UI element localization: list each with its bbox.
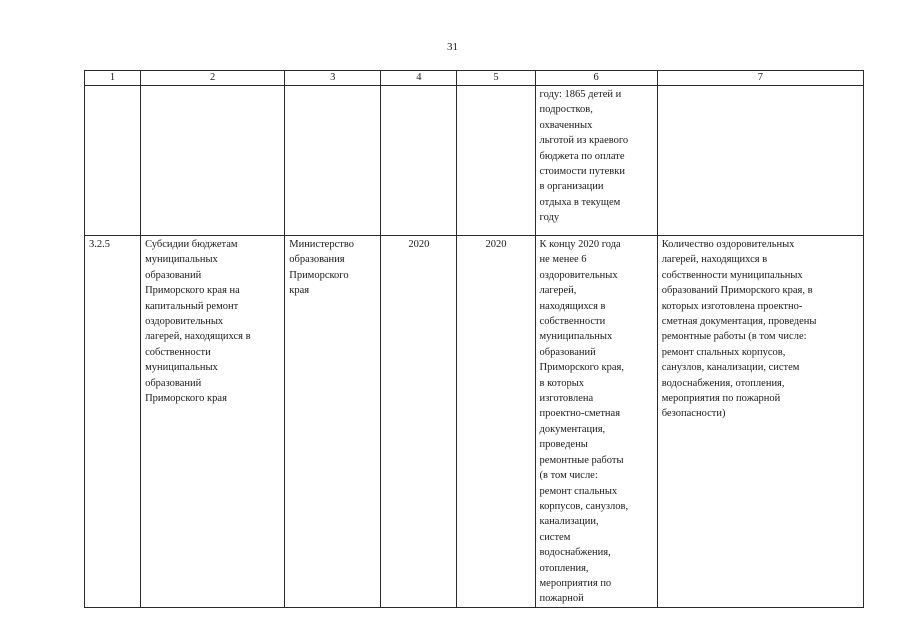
table-row-continued	[85, 86, 864, 236]
table-header-row	[85, 71, 864, 86]
cell-empty	[381, 86, 457, 236]
cell-expected-result: К концу 2020 года не менее 6 оздоровительных лагерей, находящихся в собственности муниципальных образований Приморского края, в которых изготовлена проектно-сметная документация, проведены ремонтные работы (в том числе: ремонт спальных корпусов, санузлов, канализации, систем водоснабжения, отопления, мероприятия по пожарной	[535, 236, 657, 608]
table-row-3-2-5	[85, 236, 864, 608]
cell-executor: Министерство образования Приморского края	[285, 236, 381, 608]
cell-item-number: 3.2.5	[85, 236, 141, 608]
cell-empty	[285, 86, 381, 236]
header-col-1: 1	[85, 71, 141, 86]
cell-indicator: Количество оздоровительных лагерей, находящихся в собственности муниципальных образований Приморского края, в которых изготовлена проектно- сметная документация, проведены ремонтные работы (в том числе: ремонт спальных корпусов, санузлов, канализации, систем водоснабжения, отопления, мероприятия по пожарной безопасности)	[657, 236, 863, 608]
header-col-4: 4	[381, 71, 457, 86]
header-col-3: 3	[285, 71, 381, 86]
cell-continued-result: году: 1865 детей и подростков, охваченных льготой из краевого бюджета по оплате стоимости путевки в организации отдыха в текущем году	[535, 86, 657, 236]
cell-activity-name: Субсидии бюджетам муниципальных образований Приморского края на капитальный ремонт оздоровительных лагерей, находящихся в собственности муниципальных образований Приморского края	[141, 236, 285, 608]
cell-empty	[85, 86, 141, 236]
header-col-7: 7	[657, 71, 863, 86]
cell-end-year: 2020	[457, 236, 535, 608]
header-col-2: 2	[141, 71, 285, 86]
header-col-5: 5	[457, 71, 535, 86]
page-number: 31	[447, 41, 458, 53]
cell-empty	[657, 86, 863, 236]
program-activities-table	[84, 70, 864, 608]
cell-empty	[141, 86, 285, 236]
cell-start-year: 2020	[381, 236, 457, 608]
header-col-6: 6	[535, 71, 657, 86]
cell-empty	[457, 86, 535, 236]
